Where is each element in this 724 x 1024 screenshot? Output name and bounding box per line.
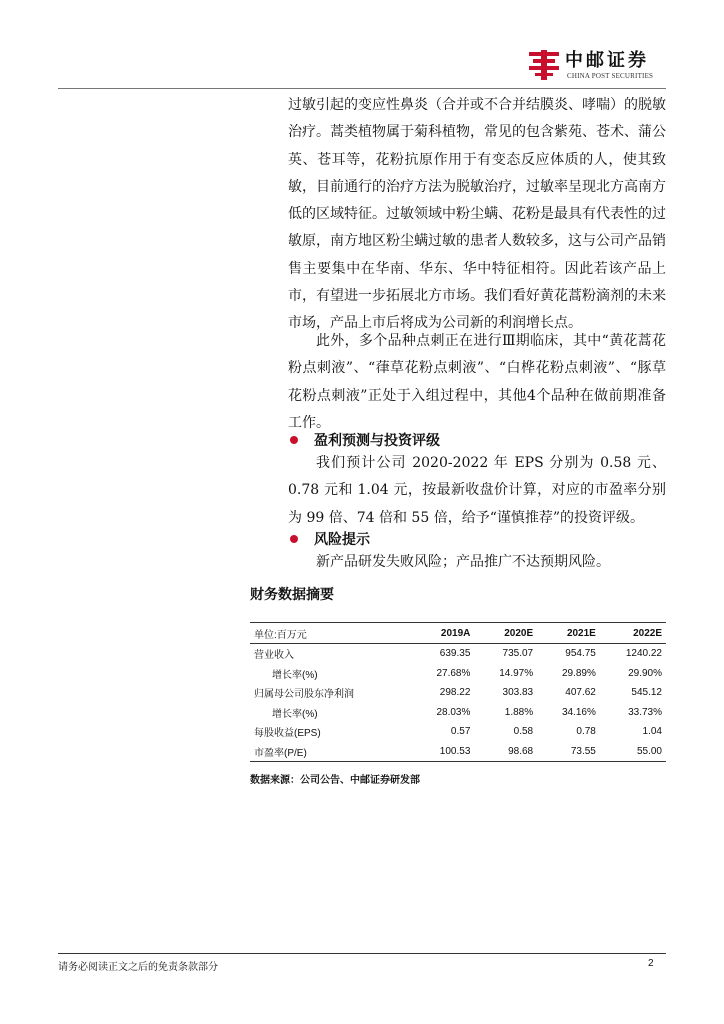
body-paragraph-2-block — [288, 328, 666, 437]
page-number: 2 — [648, 958, 654, 969]
row-label: 市盈率(P/E) — [254, 747, 307, 759]
cell-value: 0.78 — [576, 726, 596, 738]
cell-value: 545.12 — [631, 687, 662, 699]
logo-english-name: CHINA POST SECURITIES — [567, 72, 654, 80]
cell-value: 954.75 — [565, 648, 596, 660]
cell-value: 55.00 — [636, 745, 662, 757]
cell-value: 14.97% — [499, 667, 534, 679]
cell-value: 639.35 — [439, 648, 471, 660]
table-row — [250, 703, 666, 723]
financial-summary-table — [250, 622, 666, 762]
bullet-dot-icon — [290, 436, 298, 444]
cell-value: 0.58 — [513, 726, 534, 738]
cell-value: 98.68 — [508, 745, 534, 757]
financial-summary-title: 财务数据摘要 — [250, 587, 334, 603]
cell-value: 303.83 — [502, 687, 534, 699]
logo-chinese-name: 中邮证券 — [565, 50, 649, 71]
header-divider — [58, 88, 666, 89]
cell-value: 100.53 — [439, 745, 471, 757]
cell-value: 73.55 — [570, 745, 596, 757]
body-paragraph-3-block — [288, 450, 666, 532]
year-header: 2020E — [504, 627, 534, 639]
row-label: 增长率(%) — [272, 708, 318, 720]
cell-value: 407.62 — [565, 687, 596, 699]
footer-disclaimer: 请务必阅读正文之后的免责条款部分 — [58, 962, 218, 973]
cell-value: 1.88% — [504, 706, 534, 718]
section-heading-forecast — [290, 430, 440, 450]
cell-value: 29.89% — [561, 667, 596, 679]
year-header: 2021E — [566, 627, 596, 639]
bullet-dot-icon — [290, 535, 298, 543]
body-paragraph-3: 我们预计公司 2020-2022 年 EPS 分别为 0.58 元、0.78 元和 1.04 元，按最新收盘价计算，对应的市盈率分别为 99 倍、74 倍和 55 倍，给予“谨慎推荐”的投资评级。 — [288, 455, 666, 526]
year-header: 2022E — [633, 627, 662, 639]
cell-value: 1.04 — [642, 726, 662, 738]
row-label: 每股收益(EPS) — [254, 728, 321, 740]
body-paragraph-2: 此外，多个品种点刺正在进行Ⅲ期临床，其中“黄花蒿花粉点刺液”、“葎草花粉点刺液”、“白桦花粉点刺液”、“豚草花粉点刺液”正处于入组过程中，其他4个品种在做前期准备工作。 — [288, 333, 666, 431]
table-row — [250, 664, 666, 684]
cell-value: 27.68% — [436, 667, 471, 679]
row-label: 营业收入 — [254, 650, 294, 662]
body-paragraph-4: 新产品研发失败风险；产品推广不达预期风险。 — [316, 554, 610, 570]
cell-value: 28.03% — [436, 706, 471, 718]
cell-value: 29.90% — [628, 667, 662, 679]
table-header-row — [250, 623, 666, 644]
section-heading-forecast-label: 盈利预测与投资评级 — [314, 433, 440, 449]
body-paragraph-1: 过敏引起的变应性鼻炎（合并或不合并结膜炎、哮喘）的脱敏治疗。蒿类植物属于菊科植物，常见的包含紫苑、苍术、蒲公英、苍耳等，花粉抗原作用于有变态反应体质的人，使其致敏，目前通行的治疗方法为脱敏治疗，过敏率呈现北方高南方低的区域特征。过敏领域中粉尘螨、花粉是最具有代表性的过敏原，南方地区粉尘螨过敏的患者人数较多，这与公司产品销售主要集中在华南、华东、华中特征相符。因此若该产品上市，有望进一步拓展北方市场。我们看好黄花蒿粉滴剂的未来市场，产品上市后将成为公司新的利润增长点。 — [288, 97, 666, 332]
footer-divider — [58, 953, 666, 954]
cell-value: 33.73% — [628, 706, 662, 718]
data-source-note: 数据来源：公司公告、中邮证券研发部 — [250, 775, 420, 786]
cell-value: 735.07 — [502, 648, 534, 660]
cell-value: 298.22 — [439, 687, 471, 699]
row-label: 归属母公司股东净利润 — [254, 689, 354, 701]
unit-label: 单位:百万元 — [254, 629, 307, 641]
section-heading-risk — [290, 529, 370, 549]
body-paragraph-1-block — [288, 92, 666, 338]
cell-value: 34.16% — [561, 706, 596, 718]
section-heading-risk-label: 风险提示 — [314, 532, 370, 548]
table-row — [250, 683, 666, 703]
cell-value: 1240.22 — [625, 648, 662, 660]
body-paragraph-4-block — [288, 549, 666, 576]
company-logo — [527, 42, 667, 84]
year-header: 2019A — [440, 627, 471, 639]
table-row — [250, 644, 666, 664]
row-label: 增长率(%) — [272, 669, 318, 681]
table-row — [250, 742, 666, 762]
cell-value: 0.57 — [450, 726, 471, 738]
table-row — [250, 722, 666, 742]
china-post-logo-icon — [527, 48, 561, 82]
